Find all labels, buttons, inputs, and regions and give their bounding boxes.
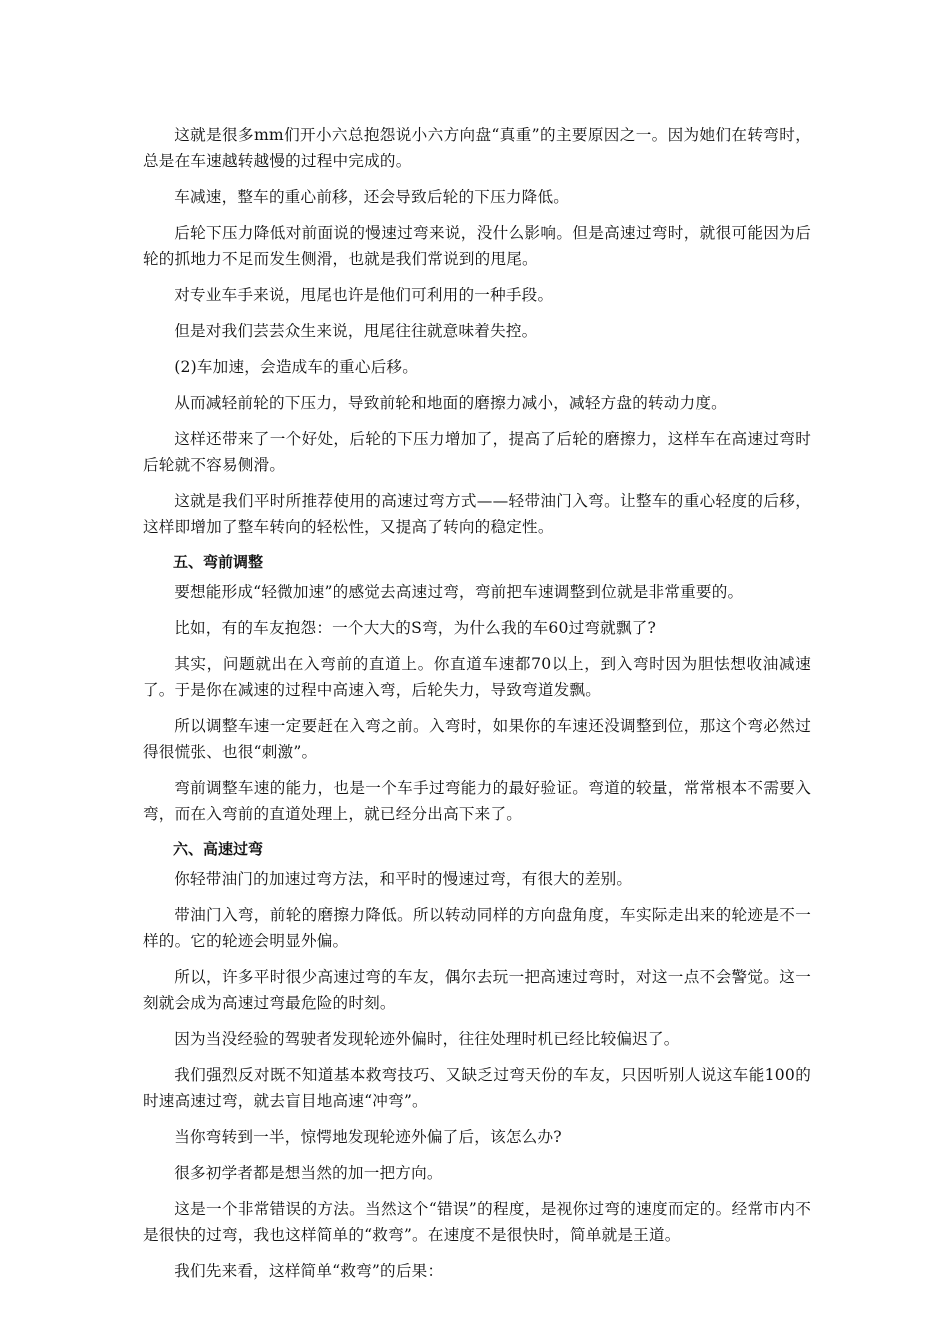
paragraph: 比如，有的车友抱怨：一个大大的S弯，为什么我的车60过弯就飘了? (174, 619, 657, 637)
paragraph: 后轮下压力降低对前面说的慢速过弯来说，没什么影响。但是高速过弯时，就很可能因为后轮的抓地力不足而发生侧滑，也就是我们常说到的甩尾。 (143, 224, 811, 268)
paragraph: 但是对我们芸芸众生来说，甩尾往往就意味着失控。 (174, 322, 538, 340)
document-body (143, 122, 811, 1294)
paragraph: 这是一个非常错误的方法。当然这个“错误”的程度，是视你过弯的速度而定的。经常市内不是很快的过弯，我也这样简单的“救弯”。在速度不是很快时，简单就是王道。 (143, 1200, 811, 1244)
paragraph: 其实，问题就出在入弯前的直道上。你直道车速都70以上，到入弯时因为胆怯想收油减速了。于是你在减速的过程中高速入弯，后轮失力，导致弯道发飘。 (143, 655, 811, 699)
section-heading: 六、高速过弯 (173, 840, 264, 858)
paragraph: 带油门入弯，前轮的磨擦力降低。所以转动同样的方向盘角度，车实际走出来的轮迹是不一样的。它的轮迹会明显外偏。 (143, 906, 811, 950)
paragraph: 对专业车手来说，甩尾也许是他们可利用的一种手段。 (174, 286, 554, 304)
paragraph: 这就是很多mm们开小六总抱怨说小六方向盘“真重”的主要原因之一。因为她们在转弯时，总是在车速越转越慢的过程中完成的。 (143, 126, 811, 170)
paragraph: 车减速，整车的重心前移，还会导致后轮的下压力降低。 (174, 188, 570, 206)
paragraph: 因为当没经验的驾驶者发现轮迹外偏时，往往处理时机已经比较偏迟了。 (174, 1030, 680, 1048)
section-heading: 五、弯前调整 (173, 553, 264, 571)
paragraph: 所以调整车速一定要赶在入弯之前。入弯时，如果你的车速还没调整到位，那这个弯必然过得很慌张、也很“刺激”。 (143, 717, 811, 761)
paragraph: 这就是我们平时所推荐使用的高速过弯方式——轻带油门入弯。让整车的重心轻度的后移，这样即增加了整车转向的轻松性，又提高了转向的稳定性。 (143, 492, 811, 536)
paragraph: 这样还带来了一个好处，后轮的下压力增加了，提高了后轮的磨擦力，这样车在高速过弯时后轮就不容易侧滑。 (143, 430, 811, 474)
paragraph: 要想能形成“轻微加速”的感觉去高速过弯，弯前把车速调整到位就是非常重要的。 (174, 583, 744, 601)
paragraph: 所以，许多平时很少高速过弯的车友，偶尔去玩一把高速过弯时，对这一点不会警觉。这一刻就会成为高速过弯最危险的时刻。 (143, 968, 811, 1012)
paragraph: 弯前调整车速的能力，也是一个车手过弯能力的最好验证。弯道的较量，常常根本不需要入弯，而在入弯前的直道处理上，就已经分出高下来了。 (143, 779, 811, 823)
paragraph: 从而减轻前轮的下压力，导致前轮和地面的磨擦力减小，减轻方盘的转动力度。 (174, 394, 727, 412)
paragraph: 我们强烈反对既不知道基本救弯技巧、又缺乏过弯天份的车友，只因听别人说这车能100的时速高速过弯，就去盲目地高速“冲弯”。 (143, 1066, 811, 1110)
paragraph: (2)车加速，会造成车的重心后移。 (174, 358, 418, 376)
paragraph: 很多初学者都是想当然的加一把方向。 (174, 1164, 443, 1182)
paragraph: 你轻带油门的加速过弯方法，和平时的慢速过弯，有很大的差别。 (174, 870, 633, 888)
paragraph: 我们先来看，这样简单“救弯”的后果： (174, 1262, 444, 1280)
paragraph: 当你弯转到一半，惊愕地发现轮迹外偏了后，该怎么办? (174, 1128, 562, 1146)
